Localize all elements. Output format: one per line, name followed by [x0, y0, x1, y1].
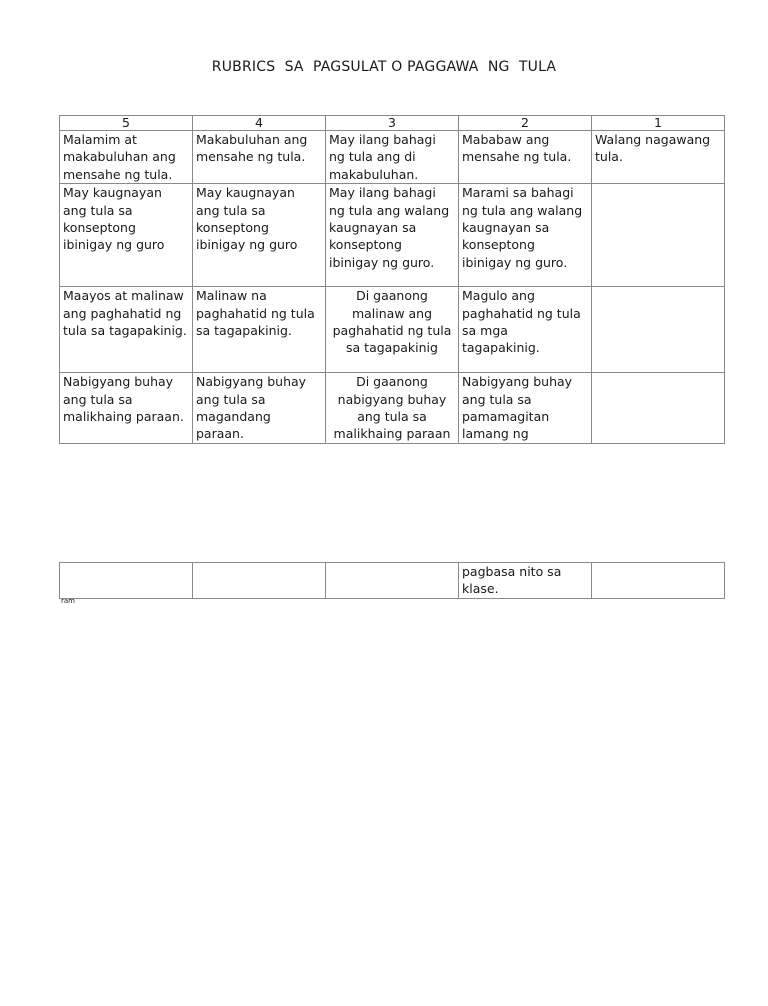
header-score-1: 1 [592, 116, 725, 131]
table-cell: Magulo ang paghahatid ng tula sa mga tagapakinig. [459, 287, 592, 373]
header-row [60, 116, 725, 131]
table-cell [592, 184, 725, 287]
table-row [60, 373, 725, 444]
table-row [60, 563, 725, 599]
footer-note: ram [61, 597, 75, 605]
table-cell: Malamim at makabuluhan ang mensahe ng tula. [60, 131, 193, 184]
table-cell: Malinaw na paghahatid ng tula sa tagapakinig. [193, 287, 326, 373]
table-cell: May kaugnayan ang tula sa konseptong ibinigay ng guro [193, 184, 326, 287]
rubric-table-continuation [59, 562, 725, 599]
table-cell: Nabigyang buhay ang tula sa pamamagitan lamang ng [459, 373, 592, 444]
table-cell [592, 563, 725, 599]
table-cell: Nabigyang buhay ang tula sa magandang paraan. [193, 373, 326, 444]
table-cell: Mababaw ang mensahe ng tula. [459, 131, 592, 184]
table-cell [326, 563, 459, 599]
table-cell: Di gaanong malinaw ang paghahatid ng tula sa tagapakinig [326, 287, 459, 373]
table-cell: Di gaanong nabigyang buhay ang tula sa malikhaing paraan [326, 373, 459, 444]
table-cell: Walang nagawang tula. [592, 131, 725, 184]
document-title: RUBRICS SA PAGSULAT O PAGGAWA NG TULA [211, 59, 557, 75]
table-row [60, 184, 725, 287]
table-cell [60, 563, 193, 599]
rubric-table [59, 115, 725, 444]
table-cell [592, 373, 725, 444]
header-score-3: 3 [326, 116, 459, 131]
table-cell: Marami sa bahagi ng tula ang walang kaugnayan sa konseptong ibinigay ng guro. [459, 184, 592, 287]
header-score-2: 2 [459, 116, 592, 131]
table-cell: Nabigyang buhay ang tula sa malikhaing paraan. [60, 373, 193, 444]
table-row [60, 287, 725, 373]
table-cell: May ilang bahagi ng tula ang di makabuluhan. [326, 131, 459, 184]
table-cell: pagbasa nito sa klase. [459, 563, 592, 599]
header-score-4: 4 [193, 116, 326, 131]
table-cell: Maayos at malinaw ang paghahatid ng tula sa tagapakinig. [60, 287, 193, 373]
table-row [60, 131, 725, 184]
header-score-5: 5 [60, 116, 193, 131]
table-cell [193, 563, 326, 599]
table-cell: May ilang bahagi ng tula ang walang kaugnayan sa konseptong ibinigay ng guro. [326, 184, 459, 287]
table-cell: Makabuluhan ang mensahe ng tula. [193, 131, 326, 184]
table-cell: May kaugnayan ang tula sa konseptong ibinigay ng guro [60, 184, 193, 287]
table-cell [592, 287, 725, 373]
